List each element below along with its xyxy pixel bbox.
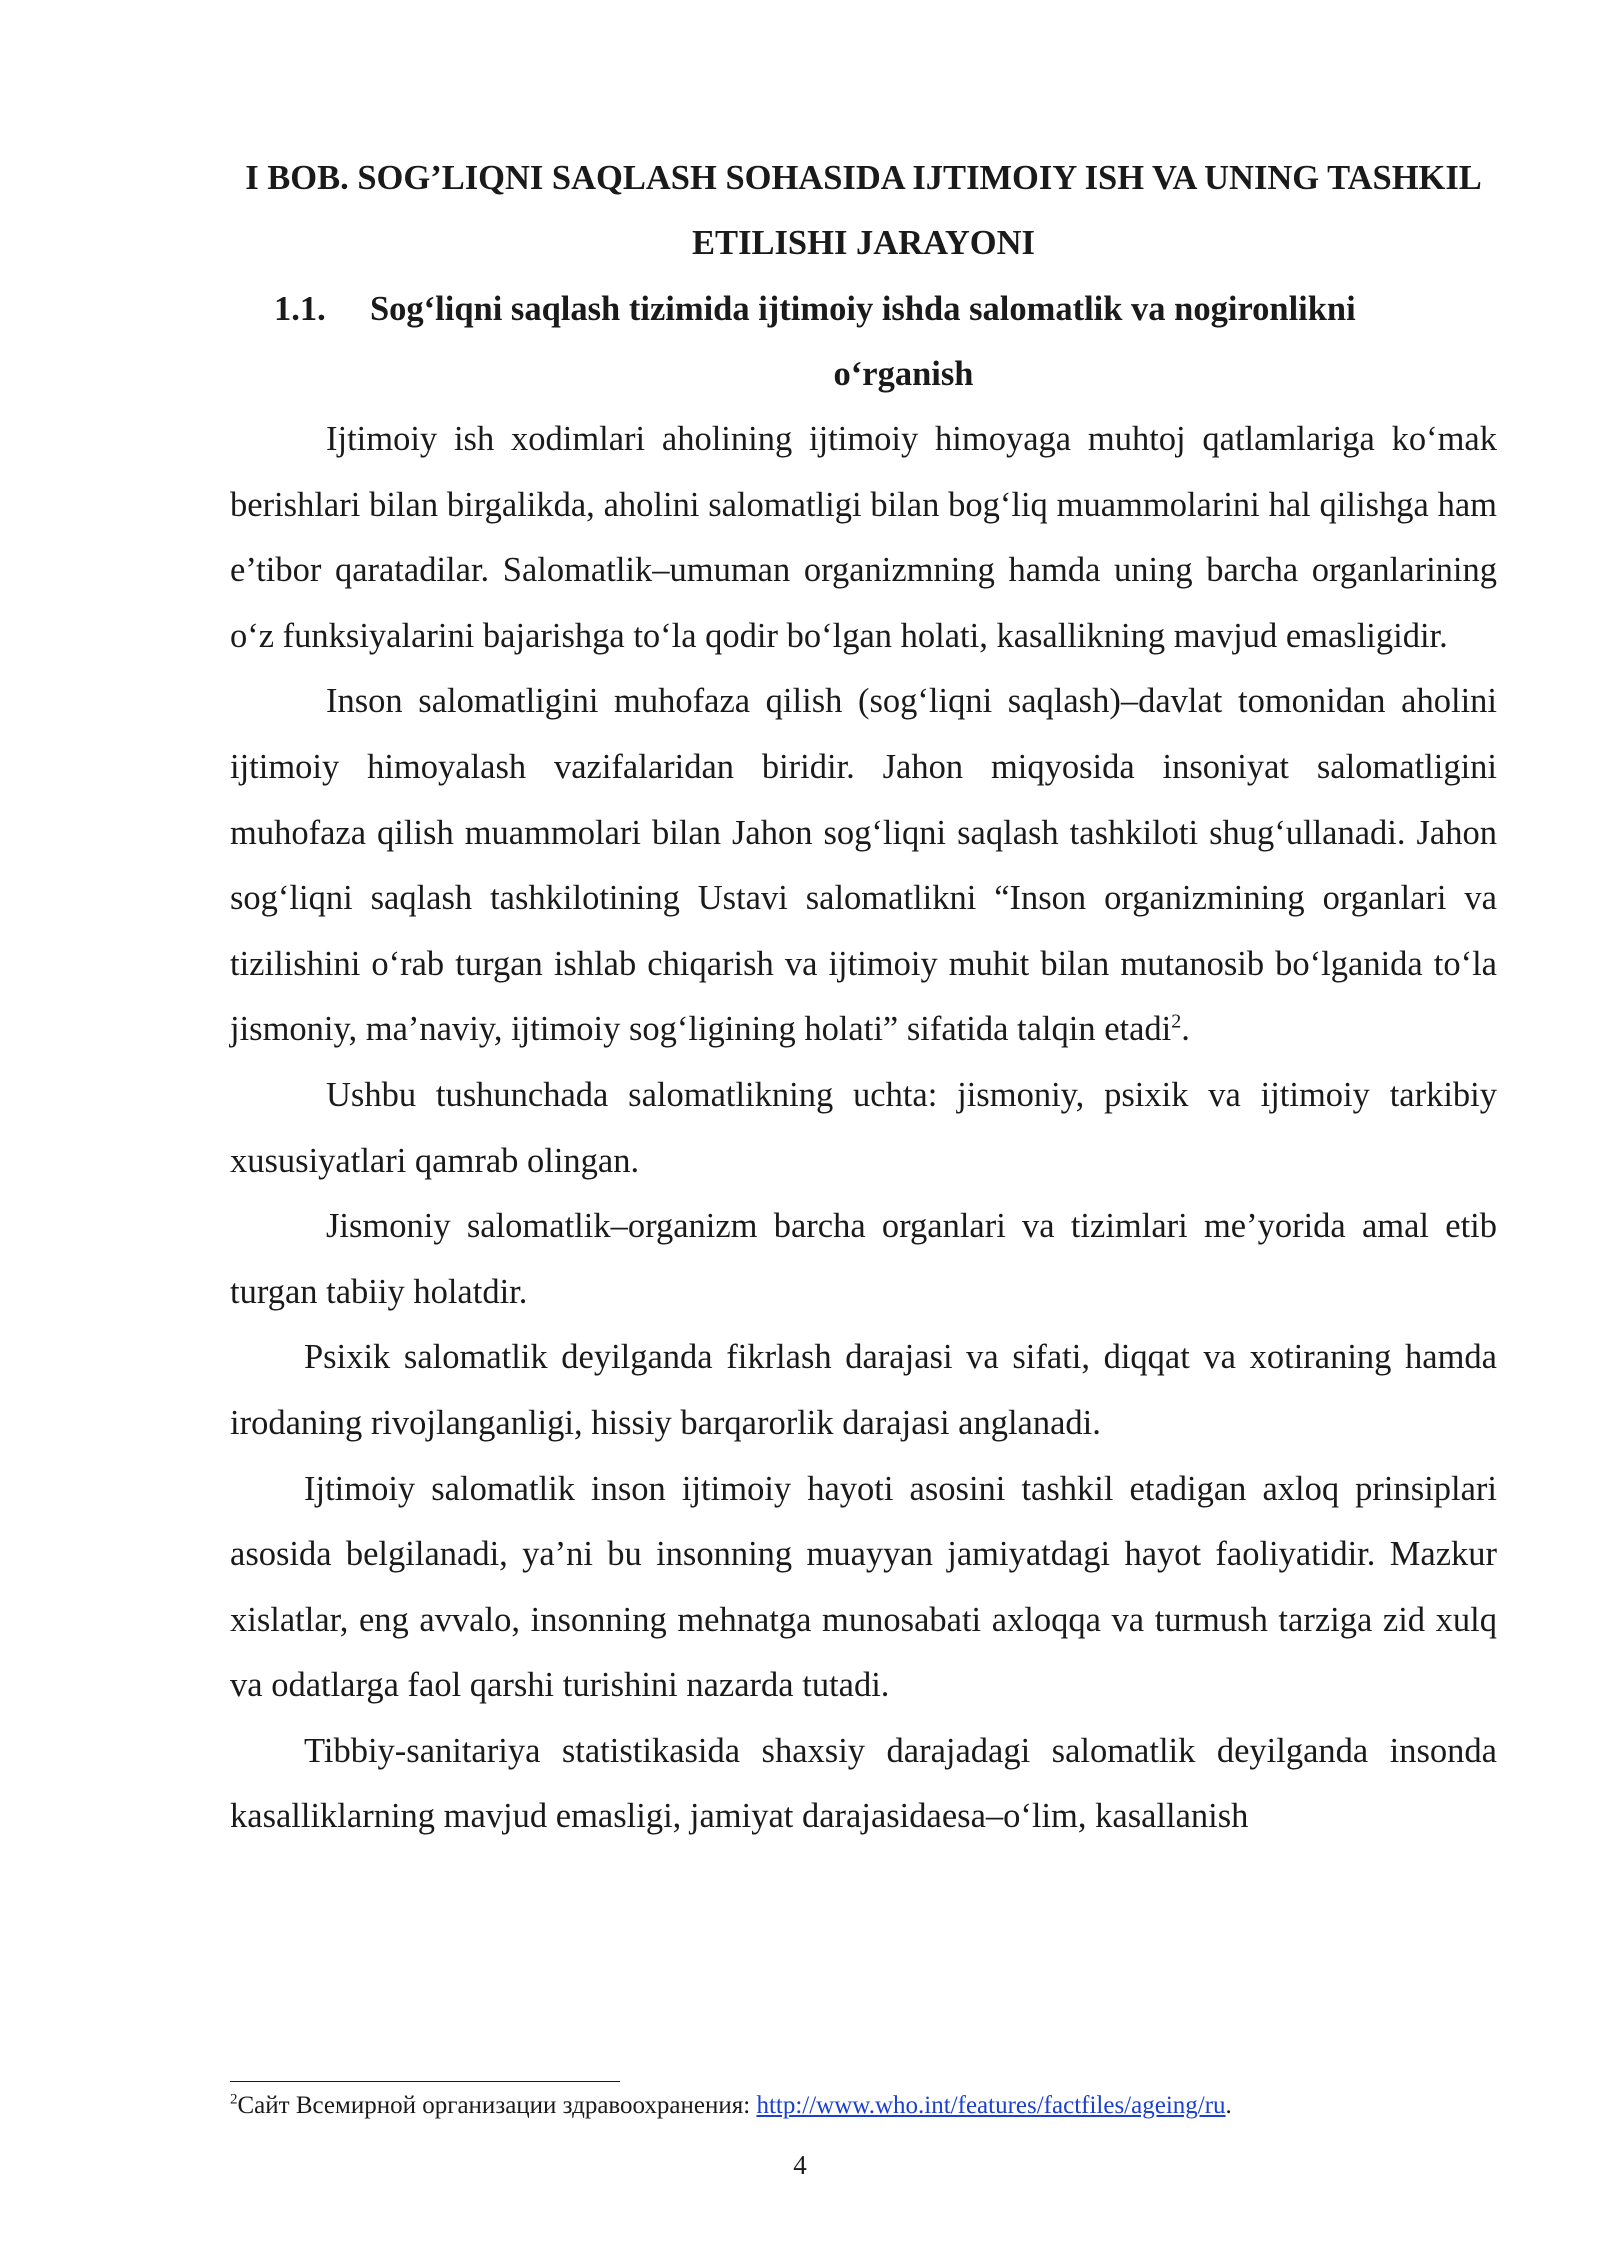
footnote-reference[interactable]: 2 (1171, 1010, 1182, 1033)
section-title-line-1 (230, 277, 1497, 342)
page-number: 4 (793, 2150, 807, 2180)
paragraph-text: Inson salomatligini muhofaza qilish (sog‘liqni saqlash)–davlat tomonidan aholini ijtimoiy himoyalash vazifalaridan biridir. Jahon miqyosida insoniyat salomatligini muhofaza qilish muammolari bilan Jahon sog‘liqni saqlash tashkiloti shug‘ullanadi. Jahon sog‘liqni saqlash tashkilotining Ustavi salomatlikni “Inson organizmining organlari va tizilishini o‘rab turgan ishlab chiqarish va ijtimoiy muhit bilan mutanosib bo‘lganida to‘la jismoniy, ma’naviy, ijtimoiy sog‘ligining holati” sifatida talqin etadi (230, 682, 1497, 1049)
paragraph-4 (230, 1194, 1497, 1325)
footnote-tail: . (1225, 2092, 1232, 2119)
paragraph-1 (230, 407, 1497, 669)
body-text (230, 407, 1497, 1850)
paragraph-3 (230, 1063, 1497, 1194)
footnote-text: Сайт Всемирной организации здравоохранения: (237, 2092, 757, 2119)
footnote-separator (230, 2081, 620, 2082)
section-title-continuation: o‘rganish (833, 355, 974, 393)
paragraph-5 (230, 1325, 1497, 1456)
paragraph-text: Tibbiy-sanitariya statistikasida shaxsiy darajadagi salomatlik deyilganda insonda kasalliklarning mavjud emasligi, jamiyat darajasidaesa–o‘lim, kasallanish (230, 1731, 1497, 1836)
footnote-number: 2 (230, 2091, 238, 2108)
paragraph-text: Ushbu tushunchada salomatlikning uchta: jismoniy, psixik va ijtimoiy tarkibiy xususiyatlari qamrab olingan. (230, 1075, 1497, 1180)
chapter-title: I BOB. SOG’LIQNI SAQLASH SOHASIDA IJTIMOIY ISH VA UNING TASHKIL ETILISHI JARAYONI (245, 159, 1482, 262)
paragraph-2 (230, 669, 1497, 1063)
paragraph-text: Ijtimoiy ish xodimlari aholining ijtimoiy himoyaga muhtoj qatlamlariga ko‘mak berishlari bilan birgalikda, aholini salomatligi bilan bog‘liq muammolarini hal qilishga ham e’tibor qaratadilar. Salomatlik–umuman organizmning hamda uning barcha organlarining o‘z funksiyalarini bajarishga to‘la qodir bo‘lgan holati, kasallikning mavjud emasligidir. (230, 420, 1497, 655)
footnote-link[interactable]: http://www.who.int/features/factfiles/ageing/ru (756, 2092, 1226, 2119)
section-number: 1.1. (274, 290, 326, 328)
footnote (230, 2089, 1497, 2123)
paragraph-text: Psixik salomatlik deyilganda fikrlash darajasi va sifati, diqqat va xotiraning hamda irodaning rivojlanganligi, hissiy barqarorlik darajasi anglanadi. (230, 1338, 1497, 1442)
paragraph-text: Ijtimoiy salomatlik inson ijtimoiy hayoti asosini tashkil etadigan axloq prinsiplari asosida belgilanadi, ya’ni bu insonning muayyan jamiyatdagi hayot faoliyatidir. Mazkur xislatlar, eng avvalo, insonning mehnatga munosabati axloqqa va turmush tarziga zid xulq va odatlarga faol qarshi turishini nazarda tutadi. (230, 1469, 1497, 1705)
paragraph-7 (230, 1719, 1497, 1850)
section-title-text: Sog‘liqni saqlash tizimida ijtimoiy ishda salomatlik va nogironlikni (370, 290, 1356, 328)
paragraph-tail: . (1181, 1010, 1190, 1049)
paragraph-text: Jismoniy salomatlik–organizm barcha organlari va tizimlari me’yorida amal etib turgan tabiiy holatdir. (230, 1207, 1497, 1311)
paragraph-6 (230, 1457, 1497, 1719)
section-title (230, 277, 1497, 407)
